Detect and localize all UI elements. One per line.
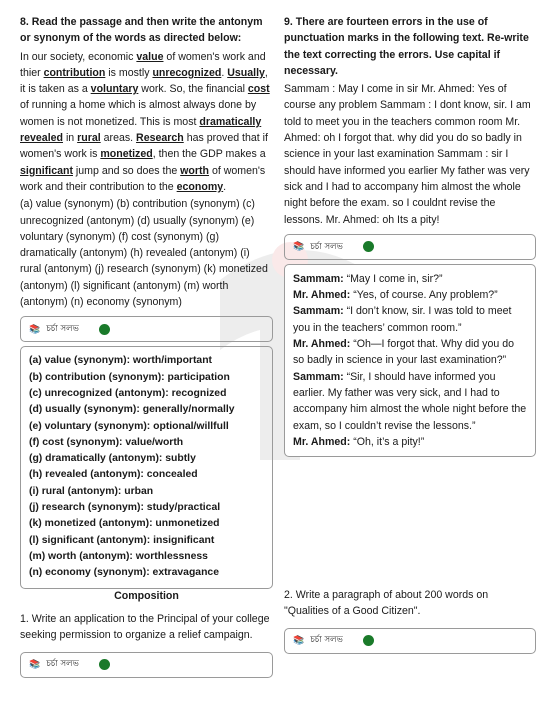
passage-keyword: voluntary — [90, 83, 139, 96]
passage-keyword: monetized — [100, 148, 153, 161]
composition-q1-text: 1. Write an application to the Principal of your college seeking permission to organize a relief campaign. — [20, 613, 270, 642]
left-column — [20, 14, 273, 589]
dialogue-speaker: Mr. Ahmed: — [293, 338, 351, 351]
status-dot-icon — [363, 241, 374, 252]
book-icon: 📚 — [293, 241, 305, 252]
answer-item: (n) economy (synonym): extravagance — [29, 567, 219, 579]
passage-keyword: worth — [180, 164, 210, 177]
passage-text: is mostly — [105, 66, 153, 79]
answer-item: (f) cost (synonym): value/worth — [29, 436, 184, 448]
composition-heading: Composition — [114, 590, 179, 602]
answer-item: (b) contribution (synonym): participation — [29, 371, 230, 383]
passage-text: work. So, the financial — [138, 83, 248, 96]
q9-answer-box — [284, 264, 536, 457]
answer-item: (d) usually (synonym): generally/normally — [29, 404, 235, 416]
book-icon: 📚 — [29, 323, 41, 334]
dialogue-text: “May I come in, sir?” — [343, 272, 443, 285]
passage-text: of women's work and their contribution to the — [20, 164, 266, 193]
q8-solution-bar[interactable] — [20, 316, 273, 342]
dialogue-speaker: Mr. Ahmed: — [293, 289, 351, 302]
answer-item: (g) dramatically (antonym): subtly — [29, 453, 196, 465]
passage-keyword: Research — [136, 132, 184, 145]
passage-keyword: economy — [176, 180, 224, 193]
right-column — [284, 14, 536, 457]
passage-keyword: cost — [247, 83, 270, 96]
answer-item: (i) rural (antonym): urban — [29, 485, 154, 497]
dialogue-text: “Yes, of course. Any problem?” — [350, 289, 498, 302]
passage-keyword: unrecognized — [152, 66, 222, 79]
book-icon: 📚 — [293, 635, 305, 646]
passage-keyword: contribution — [43, 66, 106, 79]
dialogue-line — [293, 303, 527, 336]
passage-text: . — [223, 180, 227, 193]
status-dot-icon — [99, 659, 110, 670]
passage-keyword: dramatically — [199, 115, 262, 128]
passage-keyword: revealed — [20, 132, 63, 145]
solution-label: চর্চা সলভ — [310, 241, 343, 252]
q9-title: 9. There are fourteen errors in the use of punctuation marks in the following text. Re-write the text correcting the errors. Use capital if necessary. — [284, 16, 529, 77]
dialogue-text: “Oh—I forgot that. Why did you do so badly in science in your last examination?” — [293, 338, 514, 367]
passage-text: in — [63, 132, 78, 145]
q9-text: Sammam : May I come in sir Mr. Ahmed: Yes of course any problem Sammam : I dont know, sir. I am told to meet you in the teachers common room Mr. Ahmed: oh I forgot that. why did you do so badly in science in your last examination Sammam : sir I should have informed you earlier My father was very sick and I had to accompany him almost the whole night before the exam. so I couldnt revise the lessons. Mr. Ahmed: oh Its a pity! — [284, 83, 531, 226]
q8-passage — [20, 49, 273, 196]
q8-options: (a) value (synonym) (b) contribution (synonym) (c) unrecognized (antonym) (d) usually (synonym) (e) voluntary (synonym) (f) cost (synonym) (g) dramatically (antonym) (h) revealed (antonym) (i) rural (antonym) (j) research (synonym) (k) monetized (antonym) (l) significant (antonym) (m) worth (antonym) (n) economy (synonym) — [20, 198, 268, 309]
dialogue-speaker: Mr. Ahmed: — [293, 435, 351, 448]
passage-text: has proved that if women's work is — [20, 132, 268, 161]
passage-text: , then the GDP makes a — [152, 148, 266, 161]
passage-keyword: value — [136, 50, 164, 63]
passage-text: In our society, economic — [20, 50, 137, 63]
solution-label: চর্চা সলভ — [310, 635, 343, 646]
status-dot-icon — [363, 635, 374, 646]
q8-title: 8. Read the passage and then write the antonym or synonym of the words as directed below: — [20, 16, 263, 45]
dialogue-speaker: Sammam: — [293, 305, 344, 318]
answer-item: (l) significant (antonym): insignificant — [29, 534, 215, 546]
solution-label: চর্চা সলভ — [46, 659, 79, 670]
dialogue-line — [293, 287, 527, 303]
answer-item: (k) monetized (antonym): unmonetized — [29, 518, 220, 530]
q9-solution-bar[interactable] — [284, 234, 536, 260]
answer-item: (j) research (synonym): study/practical — [29, 502, 221, 514]
answer-item: (c) unrecognized (antonym): recognized — [29, 387, 227, 399]
passage-text: , it is taken as a — [20, 66, 268, 96]
passage-text: of women's work and thier — [20, 50, 266, 79]
answer-item: (m) worth (antonym): worthlessness — [29, 550, 208, 562]
composition-q2-text: 2. Write a paragraph of about 200 words on "Qualities of a Good Citizen". — [284, 589, 489, 618]
passage-text: jump and so does the — [72, 164, 181, 177]
passage-text: . — [221, 66, 228, 79]
q8-answer-box — [20, 346, 273, 588]
comp1-solution-bar[interactable] — [20, 652, 273, 678]
composition-q1 — [20, 611, 273, 678]
passage-keyword: rural — [77, 132, 101, 145]
answer-item: (e) voluntary (synonym): optional/willfull — [29, 420, 229, 432]
solution-label: চর্চা সলভ — [46, 324, 79, 335]
dialogue-text: “Oh, it’s a pity!” — [350, 435, 425, 448]
status-dot-icon — [99, 324, 110, 335]
composition-q2 — [284, 587, 536, 654]
dialogue-line — [293, 369, 527, 434]
passage-text: of running a home which is almost always done by women is not monetized. This is most — [20, 99, 257, 128]
answer-item: (h) revealed (antonym): concealed — [29, 469, 198, 481]
comp2-solution-bar[interactable] — [284, 628, 536, 654]
dialogue-line — [293, 271, 527, 287]
dialogue-line — [293, 434, 527, 450]
passage-text: areas. — [100, 132, 137, 145]
passage-keyword: significant — [20, 164, 73, 177]
dialogue-speaker: Sammam: — [293, 370, 344, 383]
dialogue-line — [293, 336, 527, 369]
dialogue-text: “Sir, I should have informed you earlier. My father was very sick, and I had to accompany him almost the whole night before the exam, so I couldn’t revise the lessons.” — [293, 370, 527, 432]
dialogue-speaker: Sammam: — [293, 272, 344, 285]
book-icon: 📚 — [29, 659, 41, 670]
passage-keyword: Usually — [227, 66, 265, 79]
dialogue-text: “I don’t know, sir. I was told to meet you in the teachers’ common room.” — [293, 305, 512, 334]
answer-item: (a) value (synonym): worth/important — [29, 355, 213, 367]
